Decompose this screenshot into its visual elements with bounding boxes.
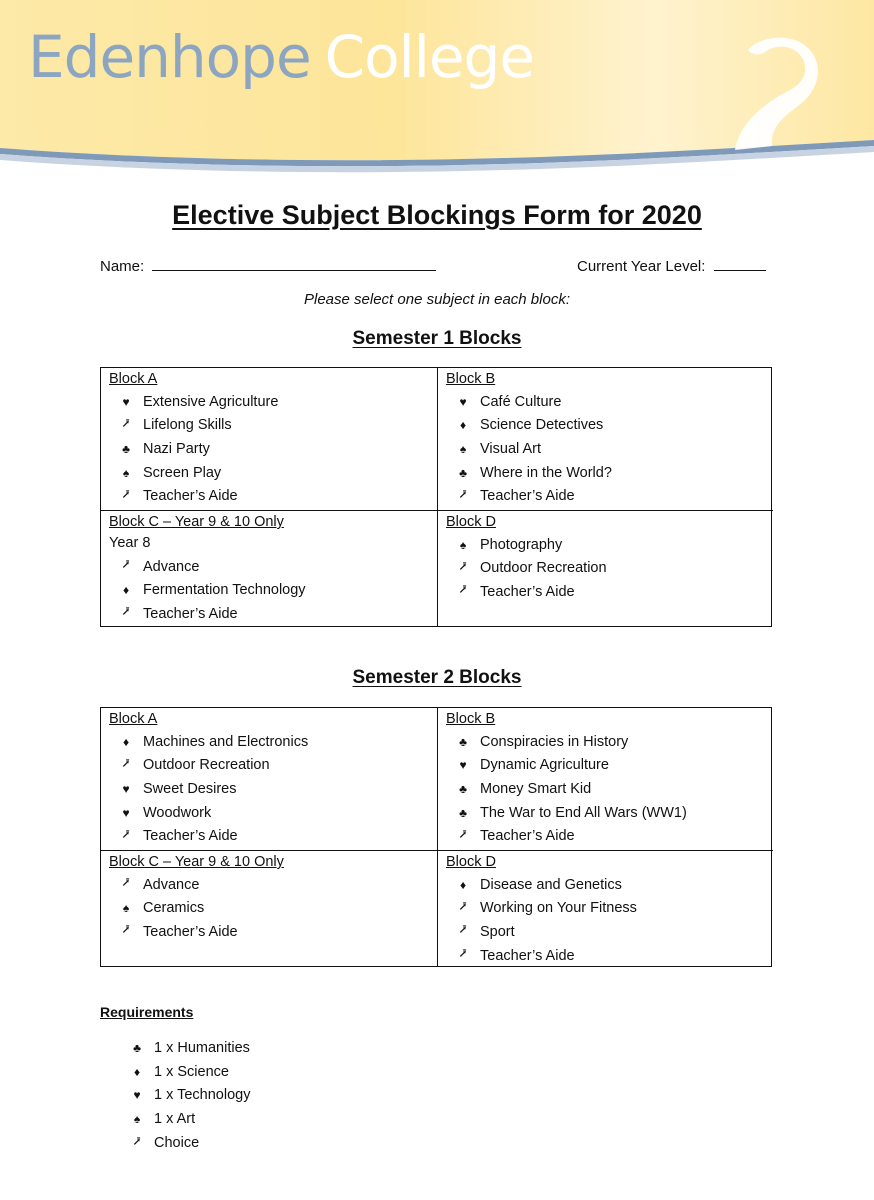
subject-label: Sweet Desires: [143, 780, 237, 797]
choice-arrow-icon: ⭷: [459, 899, 467, 914]
subject-label: Money Smart Kid: [480, 780, 592, 797]
subject-item[interactable]: [446, 873, 765, 897]
choice-arrow-icon: ⭷: [459, 947, 467, 962]
spade-icon: ♠: [133, 1112, 141, 1127]
subject-label: Fermentation Technology: [143, 582, 306, 599]
requirement-label: 1 x Humanities: [154, 1039, 250, 1056]
heart-icon: ♥: [459, 394, 467, 409]
club-icon: ♣: [459, 781, 467, 796]
choice-arrow-icon: ⭷: [459, 923, 467, 938]
block-name: Block A: [109, 371, 158, 387]
subject-label: Screen Play: [143, 464, 222, 481]
choice-arrow-icon: ⭷: [122, 923, 130, 938]
subject-item[interactable]: [446, 580, 765, 604]
subject-label: Photography: [480, 536, 563, 553]
s2-block-a: [101, 708, 437, 850]
subject-item[interactable]: [446, 777, 765, 801]
subject-label: Teacher’s Aide: [480, 947, 575, 964]
subject-item[interactable]: [109, 484, 429, 508]
subject-label: Teacher’s Aide: [480, 583, 575, 600]
choice-arrow-icon: ⭷: [459, 487, 467, 502]
subject-label: Teacher’s Aide: [480, 828, 575, 845]
subject-item[interactable]: [109, 602, 429, 626]
subject-item[interactable]: [109, 801, 429, 825]
diamond-icon: ♦: [133, 1064, 141, 1079]
subject-label: Working on Your Fitness: [480, 900, 637, 917]
spade-icon: ♠: [122, 901, 130, 916]
year-level-blank-line[interactable]: [714, 256, 766, 271]
diamond-icon: ♦: [459, 877, 467, 892]
subject-item[interactable]: [109, 730, 429, 754]
subject-label: Woodwork: [143, 804, 212, 821]
choice-arrow-icon: ⭷: [122, 487, 130, 502]
requirements-list: [120, 1036, 250, 1155]
club-icon: ♣: [459, 465, 467, 480]
subject-item[interactable]: [109, 777, 429, 801]
year-8-label: Year 8: [109, 535, 151, 551]
subject-item[interactable]: [446, 533, 765, 557]
requirement-label: Choice: [154, 1135, 200, 1152]
choice-arrow-icon: ⭷: [122, 756, 130, 771]
block-name: Block C – Year 9 & 10 Only: [109, 514, 284, 530]
subject-label: Teacher’s Aide: [143, 828, 238, 845]
subject-item[interactable]: [109, 920, 429, 944]
heart-icon: ♥: [122, 394, 130, 409]
subject-label: Conspiracies in History: [480, 733, 629, 750]
semester-2-table: [100, 707, 772, 967]
choice-arrow-icon: ⭷: [122, 827, 130, 842]
diamond-icon: ♦: [459, 418, 467, 433]
subject-label: Disease and Genetics: [480, 876, 622, 893]
choice-arrow-icon: ⭷: [122, 416, 130, 431]
subject-label: Visual Art: [480, 440, 541, 457]
choice-arrow-icon: ⭷: [133, 1134, 141, 1149]
college-word-1: Edenhope: [28, 23, 311, 91]
club-icon: ♣: [122, 441, 130, 456]
block-name: Block D: [446, 854, 496, 870]
subject-item[interactable]: [446, 390, 765, 414]
s1-block-d: [437, 510, 773, 626]
subject-item[interactable]: [446, 461, 765, 485]
diamond-icon: ♦: [122, 734, 130, 749]
spade-icon: ♠: [122, 465, 130, 480]
subject-item[interactable]: [109, 579, 429, 603]
form-title: Elective Subject Blockings Form for 2020: [172, 200, 702, 230]
subject-label: Outdoor Recreation: [480, 560, 607, 577]
subject-item[interactable]: [109, 897, 429, 921]
semester-2-heading: Semester 2 Blocks: [352, 667, 522, 688]
heart-icon: ♥: [133, 1088, 141, 1103]
subject-label: Ceramics: [143, 900, 205, 917]
s2-block-d: [437, 850, 773, 966]
subject-item[interactable]: [446, 920, 765, 944]
college-word-2: College: [324, 23, 535, 91]
subject-label: Lifelong Skills: [143, 417, 232, 434]
subject-item[interactable]: [109, 873, 429, 897]
block-name: Block B: [446, 711, 496, 727]
subject-item[interactable]: [109, 754, 429, 778]
name-field[interactable]: [100, 256, 436, 275]
club-icon: ♣: [133, 1040, 141, 1055]
subject-item[interactable]: [109, 390, 429, 414]
subject-label: Sport: [480, 923, 515, 940]
block-name: Block B: [446, 371, 496, 387]
choice-arrow-icon: ⭷: [122, 558, 130, 573]
subject-label: Advance: [143, 876, 200, 893]
semester-1-heading: Semester 1 Blocks: [352, 328, 522, 349]
name-blank-line[interactable]: [152, 256, 436, 271]
requirement-label: 1 x Art: [154, 1111, 196, 1128]
choice-arrow-icon: ⭷: [122, 605, 130, 620]
requirement-item: [120, 1084, 250, 1108]
block-name: Block A: [109, 711, 158, 727]
header-banner: [0, 0, 874, 175]
instruction-text: Please select one subject in each block:: [304, 291, 570, 308]
subject-label: Dynamic Agriculture: [480, 757, 609, 774]
choice-arrow-icon: ⭷: [459, 583, 467, 598]
year-level-label: Current Year Level:: [577, 258, 706, 275]
subject-item[interactable]: [446, 414, 765, 438]
subject-label: Extensive Agriculture: [143, 393, 279, 410]
requirement-label: 1 x Technology: [154, 1087, 251, 1104]
subject-item[interactable]: [446, 801, 765, 825]
subject-item[interactable]: [446, 437, 765, 461]
subject-item[interactable]: [109, 555, 429, 579]
semester-1-table: [100, 367, 772, 627]
club-icon: ♣: [459, 805, 467, 820]
s1-block-b: [437, 368, 773, 510]
choice-arrow-icon: ⭷: [459, 559, 467, 574]
requirements-title: Requirements: [100, 1004, 194, 1020]
spade-icon: ♠: [459, 537, 467, 552]
subject-label: Café Culture: [480, 393, 562, 410]
subject-label: Advance: [143, 558, 200, 575]
subject-label: Teacher’s Aide: [143, 605, 238, 622]
diamond-icon: ♦: [122, 583, 130, 598]
s2-block-c: [101, 850, 437, 966]
choice-arrow-icon: ⭷: [459, 827, 467, 842]
year-level-field[interactable]: [577, 256, 766, 275]
s2-block-b: [437, 708, 773, 850]
subject-item[interactable]: [109, 824, 429, 848]
s1-block-a: [101, 368, 437, 510]
subject-item[interactable]: [446, 824, 765, 848]
subject-item[interactable]: [446, 484, 765, 508]
name-label: Name:: [100, 258, 145, 275]
subject-item[interactable]: [109, 461, 429, 485]
requirement-item: [120, 1131, 250, 1155]
subject-item[interactable]: [446, 730, 765, 754]
requirement-item: [120, 1036, 250, 1060]
subject-label: Teacher’s Aide: [143, 488, 238, 505]
subject-label: Teacher’s Aide: [143, 923, 238, 940]
heart-icon: ♥: [459, 758, 467, 773]
heart-icon: ♥: [122, 805, 130, 820]
subject-label: Outdoor Recreation: [143, 757, 270, 774]
requirement-label: 1 x Science: [154, 1063, 229, 1080]
choice-arrow-icon: ⭷: [122, 876, 130, 891]
subject-label: Teacher’s Aide: [480, 488, 575, 505]
subject-label: The War to End All Wars (WW1): [480, 804, 687, 821]
subject-item[interactable]: [109, 437, 429, 461]
subject-item[interactable]: [446, 944, 765, 968]
subject-item[interactable]: [446, 557, 765, 581]
heart-icon: ♥: [122, 781, 130, 796]
requirement-item: [120, 1107, 250, 1131]
requirement-item: [120, 1060, 250, 1084]
subject-label: Science Detectives: [480, 417, 604, 434]
block-name: Block D: [446, 514, 496, 530]
subject-item[interactable]: [109, 414, 429, 438]
subject-label: Machines and Electronics: [143, 733, 309, 750]
subject-item[interactable]: [446, 754, 765, 778]
subject-label: Where in the World?: [480, 464, 612, 481]
club-icon: ♣: [459, 734, 467, 749]
s1-block-c: [101, 510, 437, 626]
spade-icon: ♠: [459, 441, 467, 456]
block-name: Block C – Year 9 & 10 Only: [109, 854, 284, 870]
college-logo: [28, 23, 535, 91]
subject-label: Nazi Party: [143, 440, 210, 457]
subject-item[interactable]: [446, 897, 765, 921]
